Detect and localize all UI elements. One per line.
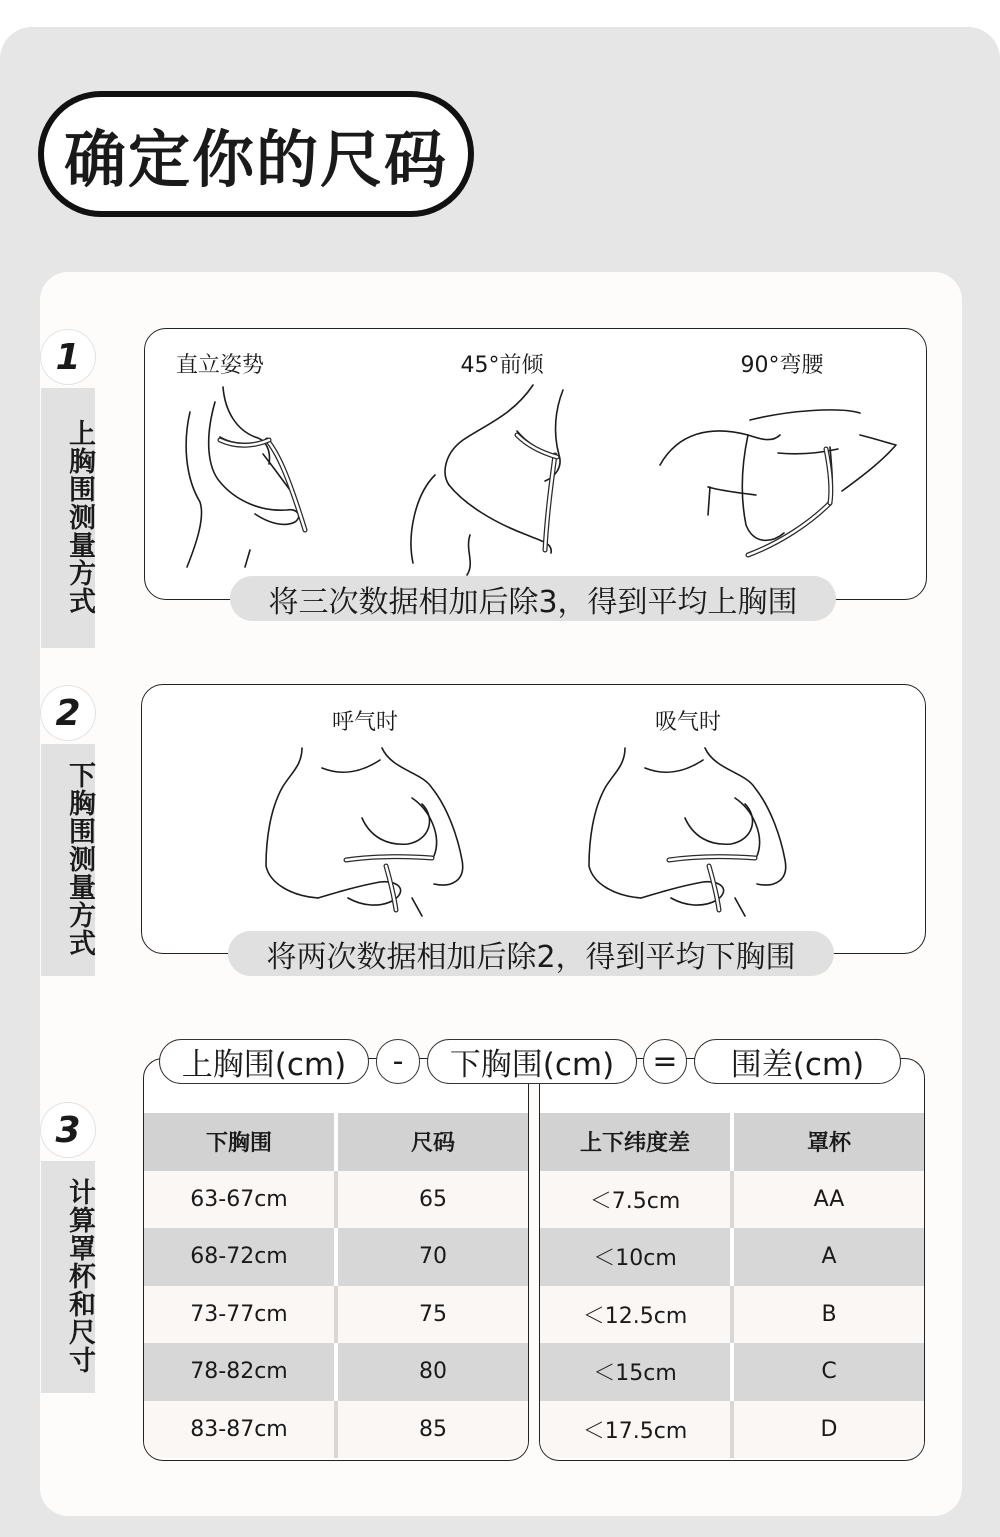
size-cell: 80	[338, 1343, 528, 1401]
table-row	[144, 1401, 528, 1459]
step-3-badge	[41, 1103, 95, 1393]
bend-90-pose-illustration	[660, 405, 900, 570]
step-number: 1	[41, 330, 95, 384]
difference-cell: ＜17.5cm	[540, 1401, 734, 1459]
formula-difference: 围差(cm)	[694, 1039, 901, 1084]
formula-lower-bust: 下胸围(cm)	[427, 1039, 637, 1084]
difference-cell: ＜7.5cm	[540, 1171, 734, 1229]
cup-cell: C	[734, 1343, 924, 1401]
title-banner	[38, 91, 474, 217]
step-1-badge	[41, 330, 95, 648]
formula-equals-sign: =	[643, 1039, 687, 1084]
cup-cell: B	[734, 1286, 924, 1344]
difference-cell: ＜12.5cm	[540, 1286, 734, 1344]
pose-label-bend-90: 90°弯腰	[740, 353, 824, 378]
table-header-row	[540, 1113, 924, 1171]
table-header-row	[144, 1113, 528, 1171]
difference-cell: ＜10cm	[540, 1228, 734, 1286]
step-number: 2	[41, 686, 95, 740]
cup-table-body	[540, 1113, 924, 1458]
exhale-illustration	[262, 748, 467, 918]
header-cell-underbust: 下胸围	[144, 1113, 338, 1171]
underbust-cell: 73-77cm	[144, 1286, 338, 1344]
difference-cell: ＜15cm	[540, 1343, 734, 1401]
table-row	[144, 1171, 528, 1229]
state-label-inhale: 吸气时	[654, 710, 721, 735]
step-2-badge	[41, 686, 95, 976]
pose-label-standing: 直立姿势	[175, 353, 264, 378]
cup-cell: D	[734, 1401, 924, 1459]
table-row	[144, 1228, 528, 1286]
table-row	[540, 1228, 924, 1286]
header-cell-difference: 上下纬度差	[540, 1113, 734, 1171]
step-label: 计算罩杯和尺寸	[41, 1161, 95, 1393]
step-number: 3	[41, 1103, 95, 1157]
size-cell: 75	[338, 1286, 528, 1344]
header-cell-size: 尺码	[338, 1113, 528, 1171]
underbust-cell: 78-82cm	[144, 1343, 338, 1401]
lean-45-pose-illustration	[405, 385, 575, 575]
underbust-cell: 83-87cm	[144, 1401, 338, 1459]
size-table-body	[144, 1113, 528, 1458]
formula-minus-sign: -	[376, 1039, 420, 1084]
header-cell-cup: 罩杯	[734, 1113, 924, 1171]
inhale-illustration	[585, 748, 790, 918]
step-1-caption: 将三次数据相加后除3，得到平均上胸围	[230, 576, 836, 621]
step-label: 上胸围测量方式	[41, 388, 95, 648]
size-cell: 85	[338, 1401, 528, 1459]
size-cell: 65	[338, 1171, 528, 1229]
table-row	[540, 1401, 924, 1459]
table-row	[144, 1286, 528, 1344]
step-label: 下胸围测量方式	[41, 744, 95, 976]
underbust-cell: 68-72cm	[144, 1228, 338, 1286]
table-row	[540, 1286, 924, 1344]
table-row	[540, 1171, 924, 1229]
standing-pose-illustration	[175, 382, 325, 572]
formula-upper-bust: 上胸围(cm)	[159, 1039, 369, 1084]
table-row	[540, 1343, 924, 1401]
size-table	[143, 1058, 529, 1461]
page-title: 确定你的尺码	[63, 122, 448, 196]
cup-cell: AA	[734, 1171, 924, 1229]
cup-cell: A	[734, 1228, 924, 1286]
size-cell: 70	[338, 1228, 528, 1286]
cup-table	[539, 1058, 925, 1461]
pose-label-lean-45: 45°前倾	[460, 353, 544, 378]
lower-bust-frame	[141, 684, 926, 954]
step-2-caption: 将两次数据相加后除2，得到平均下胸围	[228, 931, 834, 976]
underbust-cell: 63-67cm	[144, 1171, 338, 1229]
table-row	[144, 1343, 528, 1401]
state-label-exhale: 呼气时	[331, 710, 398, 735]
